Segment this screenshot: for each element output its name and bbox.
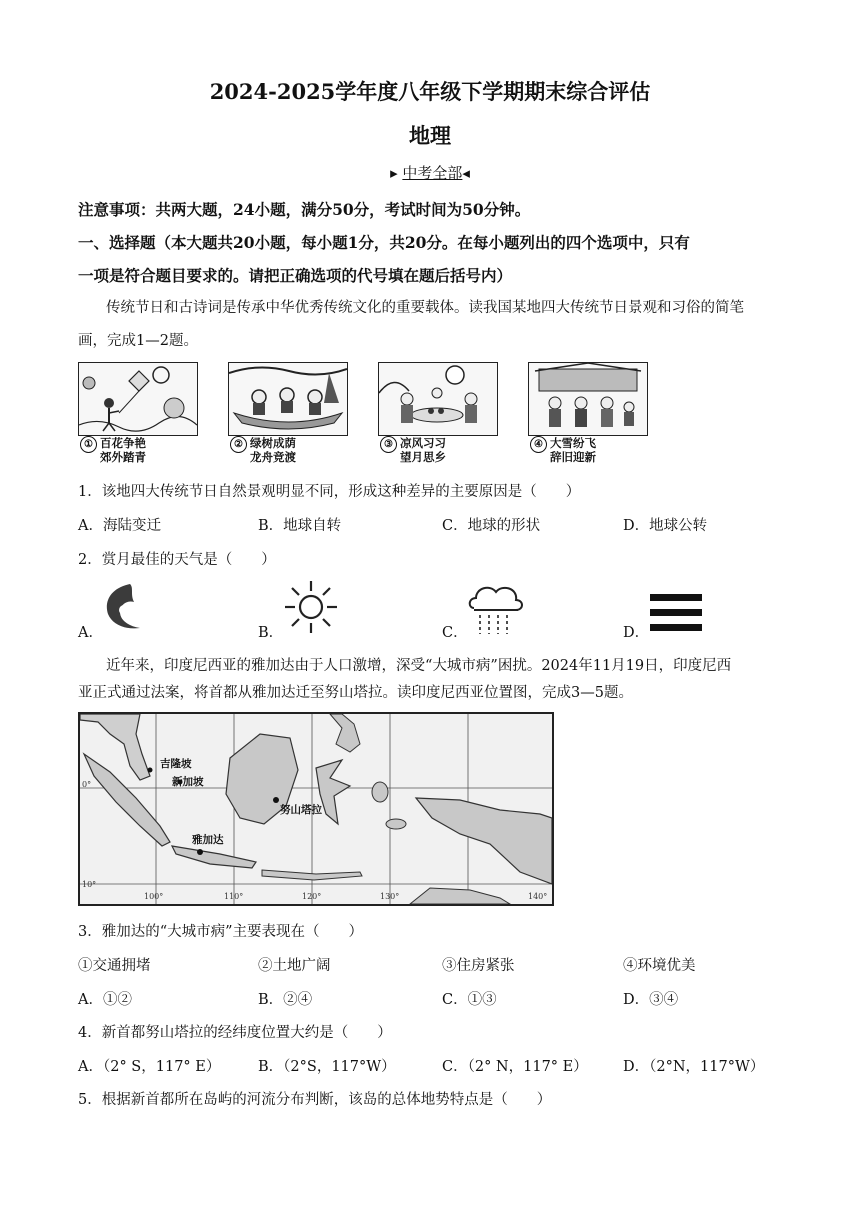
map-label-nusantara: 努山塔拉 xyxy=(280,804,322,816)
q3-option-a[interactable]: A．①② xyxy=(78,992,132,1008)
q3-item-1: ①交通拥堵 xyxy=(78,958,151,974)
q2-option-b[interactable]: B． xyxy=(258,625,284,641)
zhongkao-link[interactable] xyxy=(0,162,860,183)
map-tick-110: 110° xyxy=(224,892,244,901)
q2-option-a[interactable]: A． xyxy=(78,625,103,641)
q2-stem: 2．赏月最佳的天气是（ ） xyxy=(78,552,276,568)
intro1-line1: 传统节日和古诗词是传承中华优秀传统文化的重要载体。读我国某地四大传统节日景观和习俗的简笔 xyxy=(106,300,744,316)
section1-heading-line1: 一、选择题（本大题共20小题，每小题1分，共20分。在每小题列出的四个选项中，只有 xyxy=(78,233,690,252)
q1-option-a[interactable]: A．海陆变迁 xyxy=(78,518,161,534)
q4-option-a[interactable]: A．（2° S，117° E） xyxy=(78,1059,221,1075)
festival-caption-2: ② 绿树成荫 龙舟竞渡 xyxy=(230,436,350,464)
q4-stem: 4．新首都努山塔拉的经纬度位置大约是（ ） xyxy=(78,1025,392,1041)
map-label-singapore: 新加坡 xyxy=(172,776,204,788)
link-right-arrow-icon: ◂ xyxy=(462,164,470,182)
intro2-line1: 近年来，印度尼西亚的雅加达由于人口激增，深受“大城市病”困扰。2024年11月19日，印度尼西 xyxy=(106,658,732,674)
map-label-jakarta: 雅加达 xyxy=(192,834,224,846)
exam-title: 2024-2025学年度八年级下学期期末综合评估 xyxy=(209,79,651,104)
indonesia-map xyxy=(78,712,554,906)
q3-item-2: ②土地广阔 xyxy=(258,958,331,974)
typhoon-icon[interactable] xyxy=(100,582,146,638)
q3-item-4: ④环境优美 xyxy=(623,958,696,974)
q3-option-d[interactable]: D．③④ xyxy=(623,992,679,1008)
q4-option-d[interactable]: D．（2°N，117°W） xyxy=(623,1059,765,1075)
festival-drawing-spring xyxy=(78,362,198,436)
festival-drawing-autumn xyxy=(378,362,498,436)
festival-caption-4: ④ 大雪纷飞 辞旧迎新 xyxy=(530,436,650,464)
intro1-line2: 画，完成1—2题。 xyxy=(78,333,198,349)
q1-option-d[interactable]: D．地球公转 xyxy=(623,518,708,534)
festival-caption-1: ① 百花争艳 郊外踏青 xyxy=(80,436,200,464)
sunny-icon[interactable] xyxy=(282,578,340,640)
q2-option-d[interactable]: D． xyxy=(623,625,650,641)
q1-option-c[interactable]: C．地球的形状 xyxy=(442,518,541,534)
intro2-line2: 亚正式通过法案，将首都从雅加达迁至努山塔拉。读印度尼西亚位置图，完成3—5题。 xyxy=(78,685,633,701)
festival-drawing-summer xyxy=(228,362,348,436)
map-tick-140: 140° xyxy=(528,892,548,901)
fog-icon[interactable] xyxy=(650,594,702,636)
link-left-arrow-icon: ▸ xyxy=(390,164,398,182)
map-tick-120: 120° xyxy=(302,892,322,901)
q4-option-c[interactable]: C．（2° N，117° E） xyxy=(442,1059,588,1075)
festival-drawing-winter xyxy=(528,362,648,436)
map-tick-10s: 10° xyxy=(82,880,97,889)
q2-option-c[interactable]: C． xyxy=(442,625,468,641)
q1-stem: 1．该地四大传统节日自然景观明显不同，形成这种差异的主要原因是（ ） xyxy=(78,484,581,500)
map-tick-100: 100° xyxy=(144,892,164,901)
q4-option-b[interactable]: B．（2°S，117°W） xyxy=(258,1059,396,1075)
q5-stem: 5．根据新首都所在岛屿的河流分布判断，该岛的总体地势特点是（ ） xyxy=(78,1092,552,1108)
q3-option-b[interactable]: B．②④ xyxy=(258,992,313,1008)
map-label-kuala-lumpur: 吉隆坡 xyxy=(160,758,192,770)
map-tick-equator: 0° xyxy=(82,780,92,789)
notice: 注意事项：共两大题，24小题，满分50分，考试时间为50分钟。 xyxy=(78,200,531,219)
q3-item-3: ③住房紧张 xyxy=(442,958,515,974)
q1-option-b[interactable]: B．地球自转 xyxy=(258,518,342,534)
link-label[interactable]: 中考全部 xyxy=(402,164,463,182)
q3-stem: 3．雅加达的“大城市病”主要表现在（ ） xyxy=(78,924,364,940)
subject-title: 地理 xyxy=(409,123,451,148)
map-tick-130: 130° xyxy=(380,892,400,901)
rain-icon[interactable] xyxy=(466,580,526,640)
festival-caption-3: ③ 凉风习习 望月思乡 xyxy=(380,436,500,464)
section1-heading-line2: 一项是符合题目要求的。请把正确选项的代号填在题后括号内） xyxy=(78,266,513,285)
q3-option-c[interactable]: C．①③ xyxy=(442,992,497,1008)
